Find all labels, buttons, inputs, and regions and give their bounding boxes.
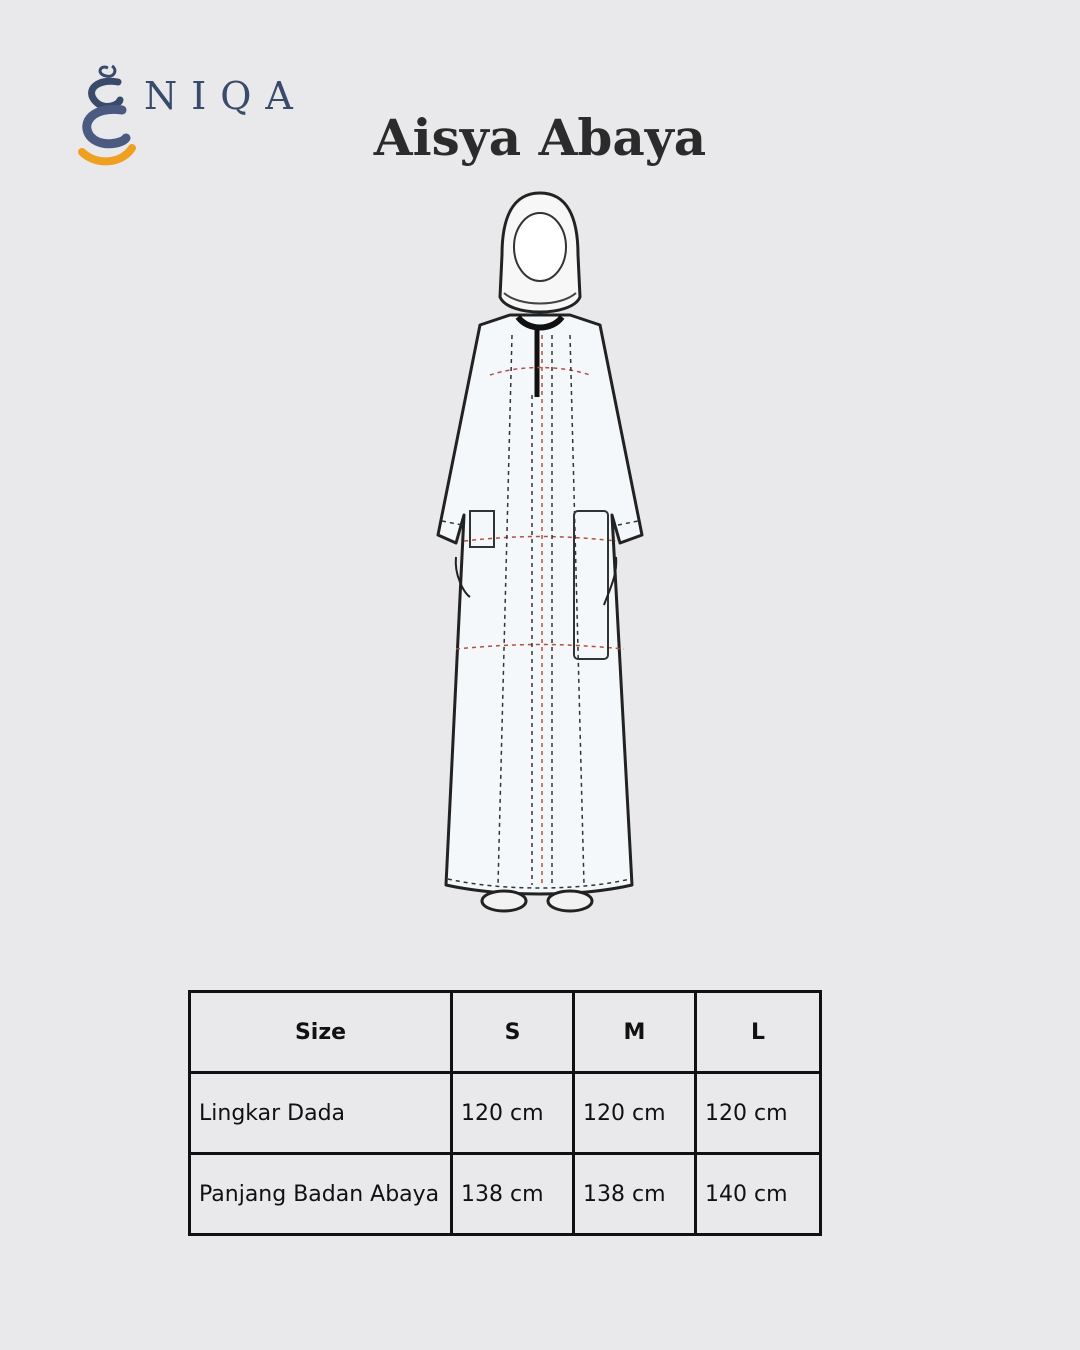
page-title: Aisya Abaya — [373, 108, 707, 167]
header-l: L — [696, 992, 821, 1073]
table-row — [190, 1154, 821, 1235]
cell-value: 120 cm — [696, 1073, 821, 1154]
cell-value: 140 cm — [696, 1154, 821, 1235]
row-label: Lingkar Dada — [190, 1073, 452, 1154]
row-label: Panjang Badan Abaya — [190, 1154, 452, 1235]
table-row — [190, 1073, 821, 1154]
cell-value: 120 cm — [574, 1073, 696, 1154]
header-size: Size — [190, 992, 452, 1073]
size-chart-table — [188, 990, 822, 1236]
cell-value: 120 cm — [452, 1073, 574, 1154]
cell-value: 138 cm — [574, 1154, 696, 1235]
header-s: S — [452, 992, 574, 1073]
cell-value: 138 cm — [452, 1154, 574, 1235]
abaya-sketch-icon — [420, 185, 660, 920]
header-m: M — [574, 992, 696, 1073]
brand-name: NIQA — [144, 74, 307, 118]
table-header-row — [190, 992, 821, 1073]
